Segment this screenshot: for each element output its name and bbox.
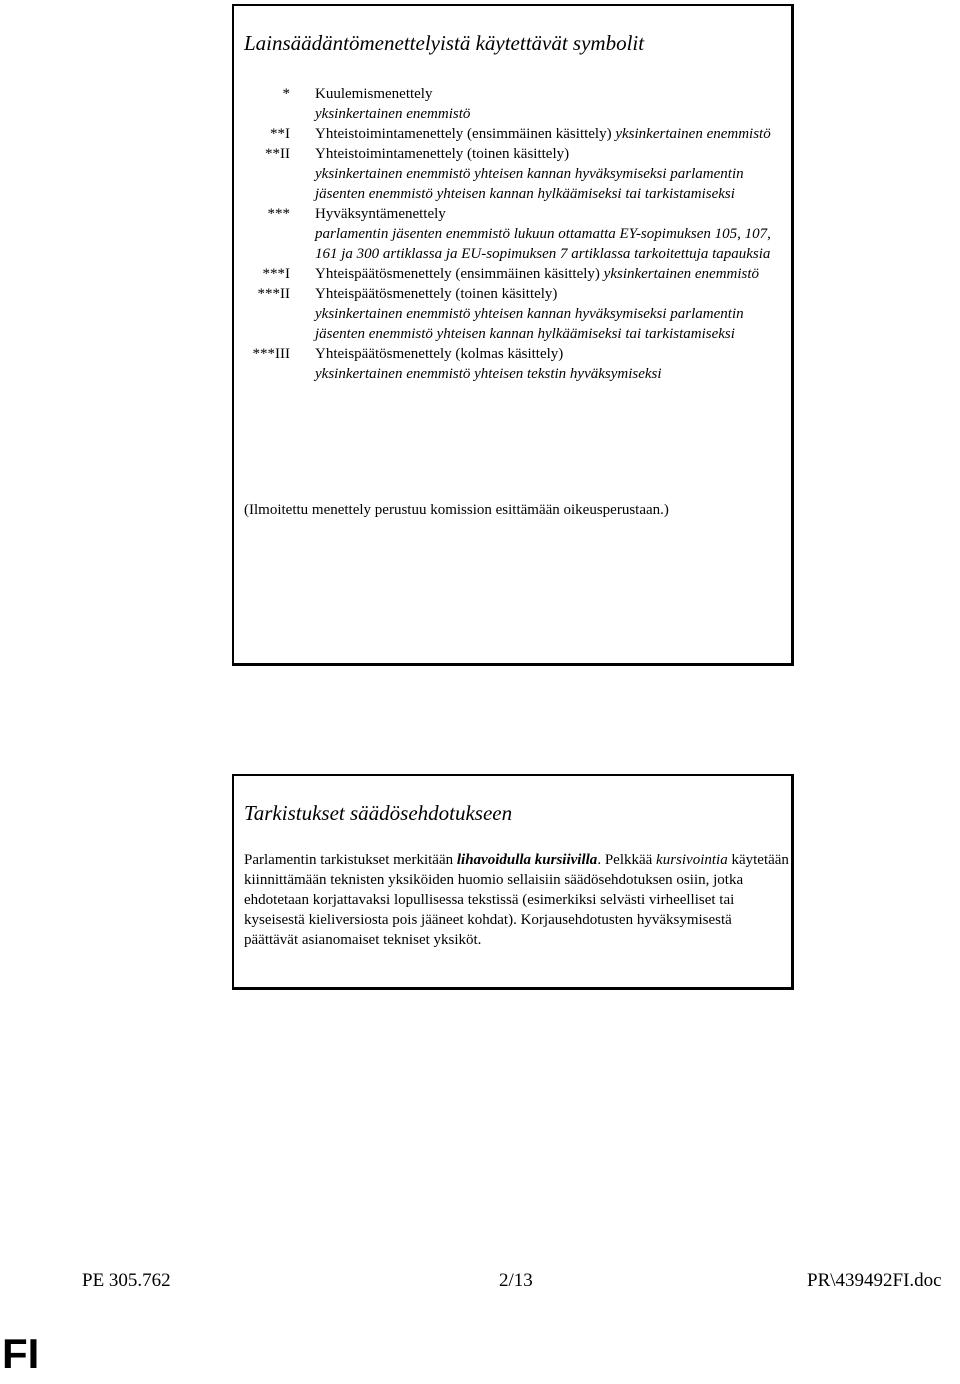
majority-rule: yksinkertainen enemmistö bbox=[615, 126, 771, 142]
bold-italic-term: lihavoidulla kursiivilla bbox=[456, 852, 598, 868]
majority-rule: yksinkertainen enemmistö bbox=[315, 106, 471, 122]
amendments-title: Tarkistukset säädösehdotukseen bbox=[244, 801, 513, 825]
majority-rule: yksinkertainen enemmistö yhteisen kannan hyväksymiseksi parlamentin jäsenten enemmistö yhteisen kannan hylkäämiseksi tai tarkistamiseksi bbox=[315, 166, 744, 202]
procedure-name: Kuulemismenettely bbox=[315, 86, 433, 102]
symbol-code: ***III bbox=[252, 346, 290, 362]
para-text: Parlamentin tarkistukset merkitään bbox=[244, 852, 454, 868]
symbols-title: Lainsäädäntömenettelyistä käytettävät symbolit bbox=[244, 31, 645, 55]
symbol-code: **II bbox=[265, 146, 290, 162]
symbol-description bbox=[315, 264, 789, 284]
symbol-row bbox=[234, 124, 786, 144]
symbol-row bbox=[234, 144, 786, 204]
symbol-description bbox=[315, 84, 789, 124]
procedure-name: Yhteispäätösmenettely (ensimmäinen käsittely) bbox=[315, 266, 600, 282]
amendments-box bbox=[232, 774, 794, 990]
symbol-row bbox=[234, 84, 786, 124]
symbol-code: *** bbox=[267, 206, 290, 222]
procedure-name: Yhteistoimintamenettely (toinen käsittely) bbox=[315, 146, 570, 162]
procedure-name: Yhteistoimintamenettely (ensimmäinen käsittely) bbox=[315, 126, 612, 142]
para-text: käytetään kiinnittämään teknisten yksiköiden huomio sellaisiin säädösehdotuksen osiin, jotka ehdotetaan korjattavaksi lopullisessa tekstissä (esimerkiksi selvästi virheelliset tai kyseisestä kieliversiosta pois jääneet kohdat). Korjausehdotusten hyväksymisestä päättävät asianomaiset tekniset yksiköt. bbox=[244, 852, 789, 948]
page-number: 2/13 bbox=[499, 1270, 533, 1291]
symbols-box bbox=[232, 4, 794, 666]
symbol-row bbox=[234, 264, 786, 284]
symbol-description bbox=[315, 144, 789, 204]
majority-rule: yksinkertainen enemmistö bbox=[603, 266, 760, 282]
italic-term: kursivointia bbox=[656, 852, 728, 868]
legal-basis-note: (Ilmoitettu menettely perustuu komission esittämään oikeusperustaan.) bbox=[244, 502, 669, 518]
language-code: FI bbox=[2, 1330, 40, 1377]
symbol-description bbox=[315, 284, 789, 344]
procedure-name: Hyväksyntämenettely bbox=[315, 206, 446, 222]
majority-rule: yksinkertainen enemmistö yhteisen kannan hyväksymiseksi parlamentin jäsenten enemmistö yhteisen kannan hylkäämiseksi tai tarkistamiseksi bbox=[315, 306, 744, 342]
para-text: . Pelkkää bbox=[597, 852, 653, 868]
symbol-code: ***I bbox=[262, 266, 290, 282]
symbol-description bbox=[315, 344, 789, 384]
amendments-paragraph bbox=[244, 850, 789, 950]
symbol-code: **I bbox=[270, 126, 290, 142]
symbol-list bbox=[234, 84, 786, 384]
procedure-name: Yhteispäätösmenettely (kolmas käsittely) bbox=[315, 346, 564, 362]
symbol-code: ***II bbox=[257, 286, 290, 302]
symbol-row bbox=[234, 344, 786, 384]
procedure-name: Yhteispäätösmenettely (toinen käsittely) bbox=[315, 286, 558, 302]
symbol-description bbox=[315, 124, 789, 144]
footer-reference: PE 305.762 bbox=[82, 1270, 171, 1291]
symbol-description bbox=[315, 204, 789, 264]
symbol-row bbox=[234, 284, 786, 344]
symbol-code: * bbox=[282, 86, 290, 102]
symbol-row bbox=[234, 204, 786, 264]
document-filename: PR\439492FI.doc bbox=[807, 1270, 942, 1291]
majority-rule: parlamentin jäsenten enemmistö lukuun ottamatta EY-sopimuksen 105, 107, 161 ja 300 artiklassa ja EU-sopimuksen 7 artiklassa tarkoitettuja tapauksia bbox=[315, 226, 771, 262]
majority-rule: yksinkertainen enemmistö yhteisen tekstin hyväksymiseksi bbox=[315, 366, 662, 382]
